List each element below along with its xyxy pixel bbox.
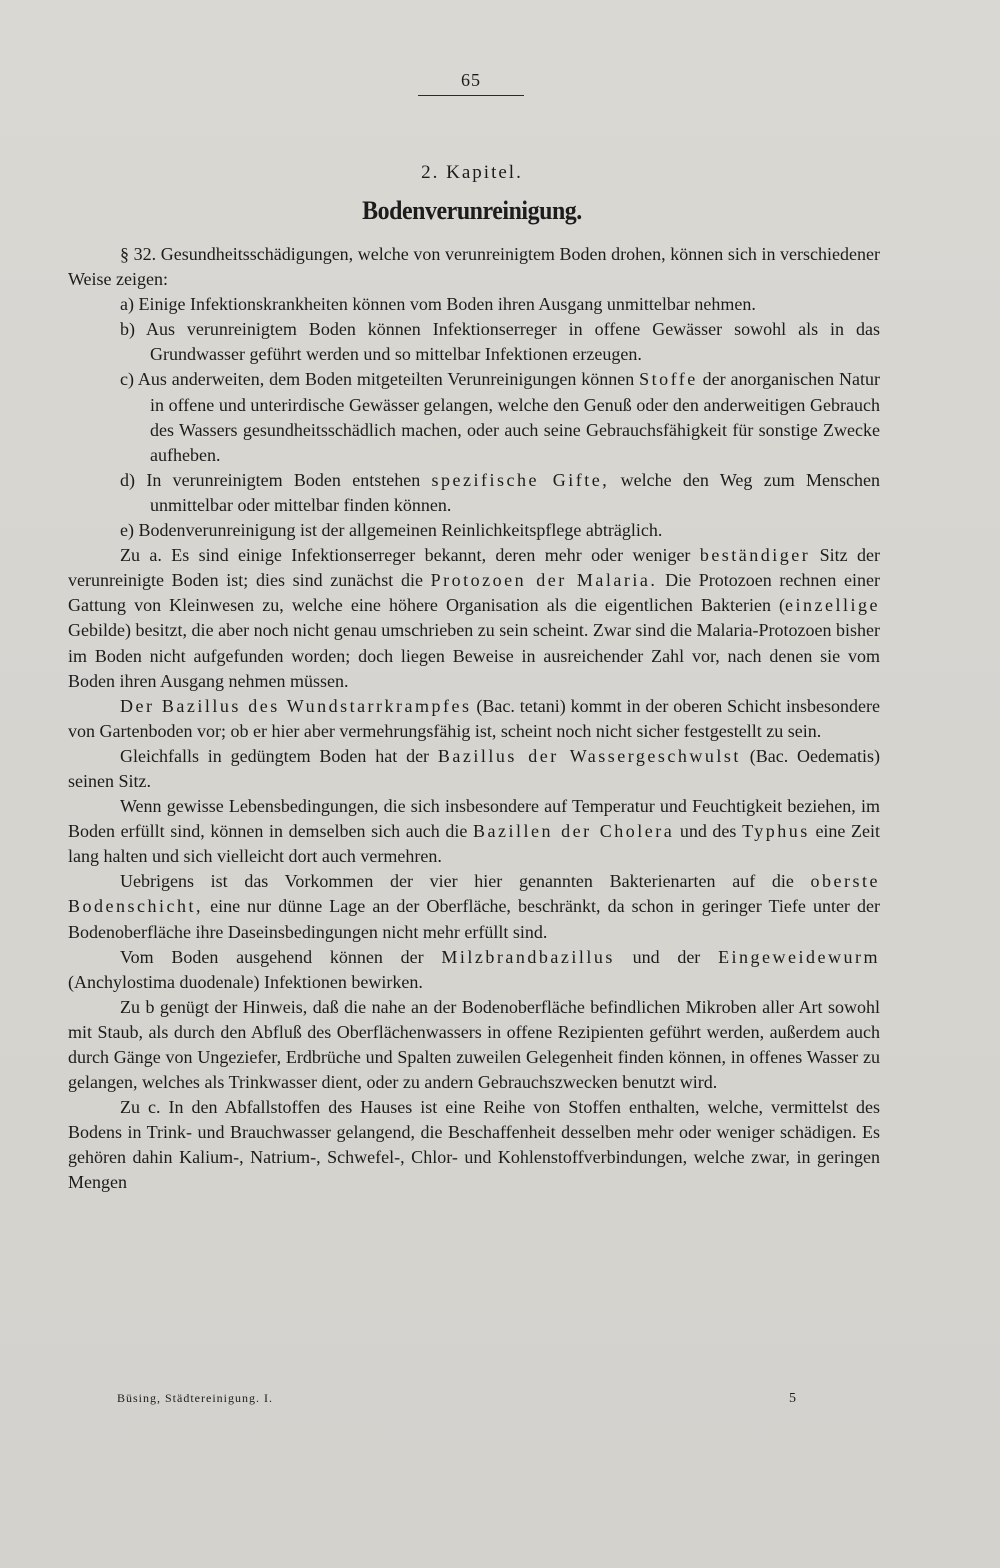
body-text	[68, 242, 880, 1196]
paragraph-text: Vom Boden ausgehend können der	[120, 946, 424, 967]
item-text: Aus verunreinigtem Boden können Infektionserreger in offene Gewässer sowohl als in das Grundwasser geführt werden und so mittelbar Infektionen erzeugen.	[145, 319, 880, 365]
emphasis-text: Milzbrandbazillus	[441, 946, 615, 967]
item-text: Bodenverunreinigung ist der allgemeinen Reinlichkeitspflege abträglich.	[138, 520, 663, 541]
paragraph-text: eine nur dünne Lage an der Oberfläche, beschränkt, da schon in geringer Tiefe unter der Bodenoberfläche ihre Daseinsbedingungen nicht mehr erfüllt sind.	[68, 896, 880, 942]
emphasis-text: Protozoen der Malaria.	[430, 570, 658, 591]
paragraph-text: Zu a. Es sind einige Infektionserreger bekannt, deren mehr oder weniger	[120, 545, 691, 566]
paragraph-text: Gebilde) besitzt, die aber noch nicht genau umschrieben zu sein scheint. Zwar sind die Malaria-Protozoen bisher im Boden nicht aufgefunden worden; doch liegen Beweise in ausreichender Zahl vor, nach denen sie vom Boden ihren Ausgang nehmen müssen.	[68, 620, 880, 691]
paragraph-wenn	[68, 794, 880, 869]
intro-paragraph: § 32. Gesundheitsschädigungen, welche von verunreinigtem Boden drohen, können sich in verschiedener Weise zeigen:	[68, 244, 880, 290]
paragraph-text: eine Zeit lang halten und sich vielleicht dort auch vermehren.	[68, 821, 881, 867]
paragraph-text: Uebrigens ist das Vorkommen der vier hier genannten Bakterienarten auf die	[120, 871, 794, 892]
paragraph-text: und des	[679, 821, 737, 842]
list-item-d	[68, 468, 880, 518]
paragraph-text: (Anchylostima duodenale) Infektionen bewirken.	[68, 971, 423, 992]
emphasis-text: oberste Bodenschicht,	[68, 871, 881, 917]
item-label: d)	[120, 469, 135, 490]
paragraph-text: und der	[632, 946, 701, 967]
emphasis-text: Stoffe	[639, 369, 698, 390]
paragraph-zu-c: Zu c. In den Abfallstoffen des Hauses ist eine Reihe von Stoffen enthalten, welche, vermittelst des Bodens in Trink- und Brauchwasser gelangend, die Beschaffenheit desselben mehr oder weniger schädigen. Es gehören dahin Kalium-, Natrium-, Schwefel-, Chlor- und Kohlenstoffverbindungen, welche zwar, in geringen Mengen	[68, 1097, 880, 1193]
emphasis-text: Eingeweidewurm	[718, 946, 881, 967]
paragraph-zu-b: Zu b genügt der Hinweis, daß die nahe an der Bodenoberfläche befindlichen Mikroben aller Art sowohl mit Staub, als durch den Abfluß des Oberflächenwassers in offene Rezipienten geführt werden, außerdem auch durch Gänge von Ungeziefer, Erdbrüche und Spalten zuweilen Gelegenheit finden können, in offenes Wasser zu gelangen, welches als Trinkwasser dient, oder zu andern Gebrauchszwecken benutzt wird.	[68, 996, 880, 1093]
sheet-number: 5	[789, 1391, 796, 1406]
paragraph-uebrigens	[68, 869, 880, 944]
list-item-e	[68, 518, 880, 543]
emphasis-text: spezifische Gifte,	[431, 469, 610, 490]
chapter-heading: 2. Kapitel.	[421, 162, 523, 183]
paragraph-vom-boden	[68, 945, 880, 995]
paragraph-text: (Bac. tetani) kommt in der oberen Schicht insbesondere von Gartenboden vor; ob er hier aber vermehrungsfähig ist, scheint noch nicht sicher festgestellt zu sein.	[68, 695, 880, 741]
item-text: welche den Weg zum Menschen unmittelbar oder mittelbar finden können.	[150, 469, 881, 515]
emphasis-text: Bazillen der Cholera	[473, 821, 675, 842]
item-text: In verunreinigtem Boden entstehen	[146, 469, 421, 490]
item-label: a)	[120, 294, 134, 315]
paragraph-text: (Bac. Oedematis) seinen Sitz.	[68, 745, 880, 791]
emphasis-text: beständiger	[699, 545, 811, 566]
list-item-a	[68, 292, 880, 317]
section-title: Bodenverunreinigung.	[362, 196, 582, 225]
paragraph-text: Wenn gewisse Lebensbedingungen, die sich insbesondere auf Temperatur und Feuchtigkeit beziehen, im Boden erfüllt sind, können in demselben sich auch die	[68, 796, 880, 842]
item-label: c)	[120, 369, 134, 390]
page-number: 65	[461, 70, 481, 90]
emphasis-text: Bazillus der Wassergeschwulst	[437, 745, 741, 766]
paragraph-bazillus	[68, 694, 880, 744]
page-number-rule	[418, 95, 524, 96]
item-text: Einige Infektionskrankheiten können vom Boden ihren Ausgang unmittelbar nehmen.	[138, 294, 756, 315]
item-text: Aus anderweiten, dem Boden mitgeteilten Verunreinigungen können	[137, 369, 635, 390]
item-label: b)	[120, 319, 135, 340]
emphasis-text: Typhus	[742, 821, 810, 842]
paragraph-zu-a	[68, 543, 880, 694]
item-text: der anorganischen Natur in offene und unterirdische Gewässer gelangen, welche den Genuß oder den anderweitigen Gebrauch des Wassers gesundheitsschädlich machen, oder auch seine Gebrauchsfähigkeit für sonstige Zwecke aufheben.	[150, 369, 881, 465]
paragraph-text: Sitz der verunreinigte Boden ist; dies sind zunächst die	[68, 545, 881, 591]
list-item-b	[68, 317, 880, 367]
signature-mark: Büsing, Städtereinigung. I.	[117, 1391, 273, 1405]
item-label: e)	[120, 520, 134, 541]
emphasis-text: einzellige	[785, 595, 880, 616]
paragraph-text: Gleichfalls in gedüngtem Boden hat der	[120, 745, 430, 766]
list-item-c	[68, 367, 880, 467]
emphasis-text: Der Bazillus des Wundstarrkrampfes	[120, 695, 472, 716]
paragraph-text: Die Protozoen rechnen einer Gattung von Kleinwesen zu, welche eine höhere Organisation als die eigentlichen Bakterien (	[68, 570, 880, 616]
paragraph-gleichfalls	[68, 744, 880, 794]
